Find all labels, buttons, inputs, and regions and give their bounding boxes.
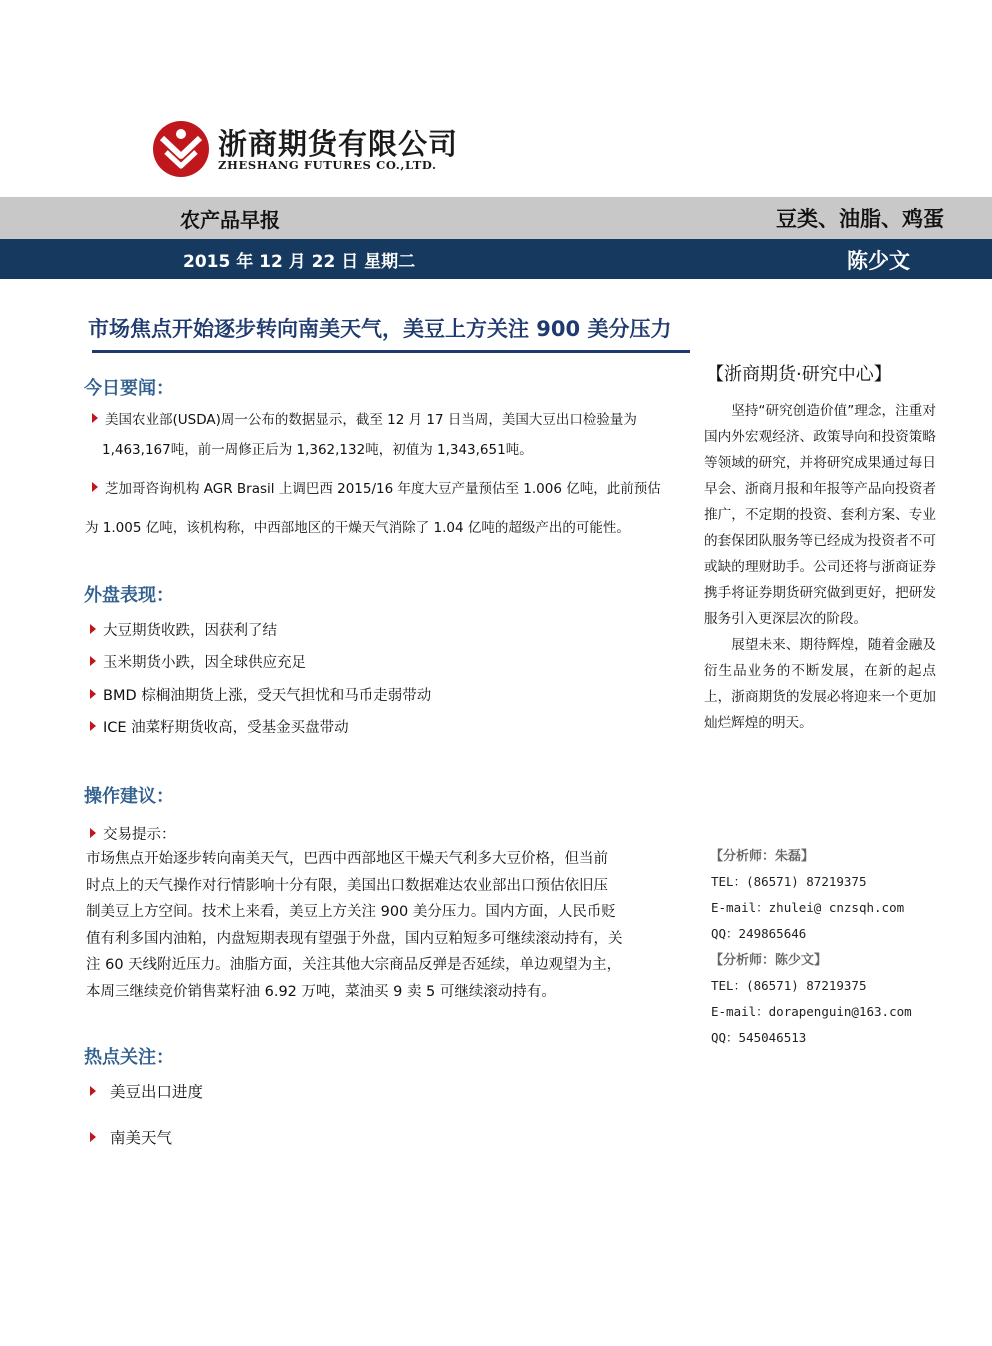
analyst-heading: 【分析师：朱磊】 [710, 849, 815, 864]
advice-line: 市场焦点开始逐步转向南美天气，巴西中西部地区干燥天气利多大豆价格，但当前 [86, 851, 608, 867]
analyst-email[interactable]: E-mail：dorapenguin@163.com [711, 1004, 912, 1019]
list-item [90, 1126, 172, 1148]
advice-line: 时点上的天气操作对行情影响十分有限，美国出口数据难达农业部出口预估依旧压 [86, 877, 608, 894]
analyst-qq: QQ：545046513 [711, 1030, 807, 1045]
company-name-cn: 浙商期货有限公司 [218, 127, 459, 161]
list-item-text: 美豆出口进度 [110, 1083, 204, 1101]
list-item-text: 大豆期货收跌，因获利了结 [103, 623, 277, 639]
section-title-overseas: 外盘表现： [84, 585, 174, 606]
report-date: 2015 年 12 月 22 日 星期二 [183, 252, 416, 272]
list-item [90, 716, 349, 737]
research-center-title: 【浙商期货·研究中心】 [706, 364, 892, 385]
list-item-text: ICE 油菜籽期货收高，受基金买盘带动 [103, 720, 349, 736]
list-item-text: 玉米期货小跌，因全球供应充足 [103, 655, 306, 671]
bullet-arrow-icon [90, 689, 96, 699]
news-item [92, 405, 692, 465]
bullet-arrow-icon [90, 1132, 96, 1142]
list-item [90, 1080, 203, 1102]
advice-line: 制美豆上方空间。技术上来看，美豆上方关注 900 美分压力。国内方面，人民币贬 [86, 904, 616, 920]
report-categories: 豆类、油脂、鸡蛋 [776, 207, 944, 231]
advice-line: 值有利多国内油粕，内盘短期表现有望强于外盘，国内豆粕短多可继续滚动持有，关 [86, 930, 623, 947]
trade-tip-label-text: 交易提示： [103, 827, 176, 843]
report-type: 农产品早报 [180, 208, 280, 232]
news-item [92, 474, 692, 504]
headline: 市场焦点开始逐步转向南美天气，美豆上方关注 900 美分压力 [88, 317, 672, 341]
bullet-arrow-icon [90, 624, 96, 634]
section-title-hot: 热点关注： [84, 1047, 174, 1068]
bullet-arrow-icon [90, 828, 96, 838]
research-center-intro [704, 398, 936, 736]
analyst-tel: TEL：(86571) 87219375 [711, 978, 867, 993]
analyst-email[interactable]: E-mail：zhulei@ cnzsqh.com [711, 900, 905, 915]
intro-paragraph: 坚持“研究创造价值”理念，注重对国内外宏观经济、政策导向和投资策略等领域的研究，并将研究成果通过每日早会、浙商月报和年报等产品向投资者推广，不定期的投资、套利方案、专业的套保团队服务等已经成为投资者不可或缺的理财助手。公司还将与浙商证券携手将证券期货研究做到更好，把研发服务引入更深层次的阶段。 [704, 403, 936, 627]
analyst-heading: 【分析师：陈少文】 [710, 953, 828, 968]
news-item-text: 为 1.005 亿吨，该机构称，中西部地区的干燥天气消除了 1.04 亿吨的超级产出的可能性。 [85, 520, 630, 536]
list-item [90, 651, 306, 672]
company-logo-icon [152, 120, 210, 178]
intro-paragraph: 展望未来、期待辉煌，随着金融及衍生品业务的不断发展，在新的起点上，浙商期货的发展必将迎来一个更加灿烂辉煌的明天。 [704, 637, 936, 731]
analyst-qq: QQ：249865646 [711, 926, 807, 941]
list-item-text: BMD 棕榈油期货上涨，受天气担忧和马币走弱带动 [103, 688, 432, 704]
report-author: 陈少文 [847, 249, 910, 273]
bullet-arrow-icon [90, 656, 96, 666]
bullet-arrow-icon [92, 413, 98, 423]
advice-line: 注 60 天线附近压力。油脂方面，关注其他大宗商品反弹是否延续，单边观望为主， [86, 957, 622, 973]
list-item [90, 684, 431, 705]
bullet-arrow-icon [92, 482, 98, 492]
news-item-text: 1,463,167吨，前一周修正后为 1,362,132吨，初值为 1,343,651吨。 [102, 442, 533, 458]
headline-divider [92, 350, 690, 353]
section-title-advice: 操作建议： [84, 786, 174, 807]
advice-line: 本周三继续竞价销售菜籽油 6.92 万吨，菜油买 9 卖 5 可继续滚动持有。 [86, 983, 556, 1000]
header-band-blue [0, 239, 992, 279]
section-title-news: 今日要闻： [84, 378, 174, 399]
bullet-arrow-icon [90, 721, 96, 731]
company-logo [152, 120, 459, 180]
bullet-arrow-icon [90, 1086, 96, 1096]
list-item [90, 619, 277, 640]
advice-paragraph [86, 846, 691, 1005]
company-name-en: ZHESHANG FUTURES CO.,LTD. [218, 158, 437, 172]
list-item-text: 南美天气 [110, 1129, 173, 1147]
news-item-text: 芝加哥咨询机构 AGR Brasil 上调巴西 2015/16 年度大豆产量预估至 1.006 亿吨，此前预估 [105, 481, 661, 497]
trade-tip-label [90, 823, 176, 844]
analyst-tel: TEL：(86571) 87219375 [711, 874, 867, 889]
news-item-text: 美国农业部(USDA)周一公布的数据显示，截至 12 月 17 日当周，美国大豆出口检验量为 [105, 412, 637, 428]
